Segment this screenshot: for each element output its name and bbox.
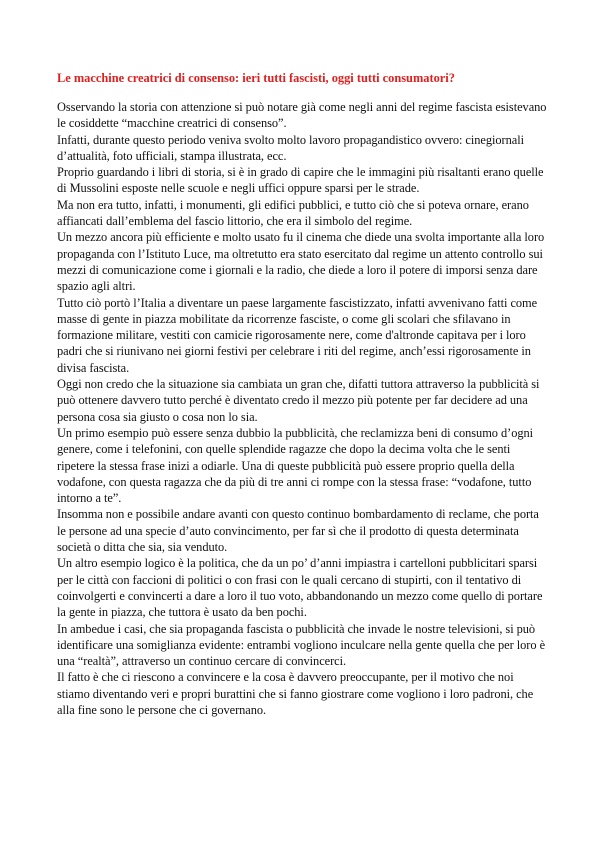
paragraph: Proprio guardando i libri di storia, si è in grado di capire che le immagini più risaltanti erano quelle di Mussolini esposte nelle scuole e negli uffici oppure sparsi per le strade. xyxy=(57,165,544,196)
document-page xyxy=(57,70,547,718)
document-body xyxy=(57,99,547,718)
paragraph: Un altro esempio logico è la politica, che da un po’ d’anni impiastra i cartelloni pubblicitari sparsi per le città con faccioni di politici o con frasi con le quali cercano di stupirti, con il tentativo di coinvolgerti e convincerti a dare a loro il tuo voto, abbandonando un mezzo come quello di portare la gente in piazza, che tuttora è usato da ben pochi. xyxy=(57,556,543,620)
paragraph: Il fatto è che ci riescono a convincere e la cosa è davvero preoccupante, per il motivo che noi stiamo diventando veri e propri burattini che si fanno giostrare come vogliono i loro padroni, che alla fine sono le persone che ci governano. xyxy=(57,670,534,717)
paragraph: Insomma non e possibile andare avanti con questo continuo bombardamento di reclame, che porta le persone ad una specie d’auto convincimento, per far sì che il prodotto di questa determinata società o ditta che sia, sia venduto. xyxy=(57,507,539,555)
paragraph: Oggi non credo che la situazione sia cambiata un gran che, difatti tuttora attraverso la pubblicità si può ottenere davvero tutto perché è diventato credo il mezzo più potente per far decidere ad una persona cosa sia giusto o cosa non lo sia. xyxy=(57,377,540,424)
paragraph: Tutto ciò portò l’Italia a diventare un paese largamente fascistizzato, infatti avvenivano fatti come masse di gente in piazza mobilitate da ricorrenze fasciste, o come gli scolari che sfilavano in formazione militare, vestiti con camicie rigorosamente nere, come d'altronde capitava per i loro padri che si riunivano nei giorni festivi per celebrare i riti del regime, anch’essi rigorosamente in divisa fascista. xyxy=(57,295,538,375)
paragraph: Infatti, durante questo periodo veniva svolto molto lavoro propagandistico ovvero: cinegiornali d’attualità, foto ufficiali, stampa illustrata, ecc. xyxy=(57,132,525,163)
paragraph: Un mezzo ancora più efficiente e molto usato fu il cinema che diede una svolta importante alla loro propaganda con l’Istituto Luce, ma oltretutto era stato esercitato dal regime un attento controllo sui mezzi di comunicazione come i giornali e la radio, che diede a loro il potere di imporsi senza dare spazio agli altri. xyxy=(57,230,545,294)
paragraph: Ma non era tutto, infatti, i monumenti, gli edifici pubblici, e tutto ciò che si poteva ornare, erano affiancati dall’emblema del fascio littorio, che era il simbolo del regime. xyxy=(57,197,529,229)
document-title: Le macchine creatrici di consenso: ieri tutti fascisti, oggi tutti consumatori? xyxy=(57,71,455,85)
paragraph: Un primo esempio può essere senza dubbio la pubblicità, che reclamizza beni di consumo d’ogni genere, come i telefonini, con quelle splendide ragazze che dopo la decima volta che le senti ripetere la stessa frase inizi a odiarle. Una di queste pubblicità può essere proprio quella della vodafone, con questa ragazza che da più di tre anni ci rompe con la stessa frase: “vodafone, tutto intorno a te”. xyxy=(57,425,534,506)
paragraph: In ambedue i casi, che sia propaganda fascista o pubblicità che invade le nostre televisioni, si può identificare una somiglianza evidente: entrambi vogliono inculcare nella gente quella che per loro è una “realtà”, attraverso un continuo cercare di convincerci. xyxy=(57,621,546,669)
paragraph: Osservando la storia con attenzione si può notare già come negli anni del regime fascista esistevano le cosiddette “macchine creatrici di consenso”. xyxy=(57,100,547,131)
